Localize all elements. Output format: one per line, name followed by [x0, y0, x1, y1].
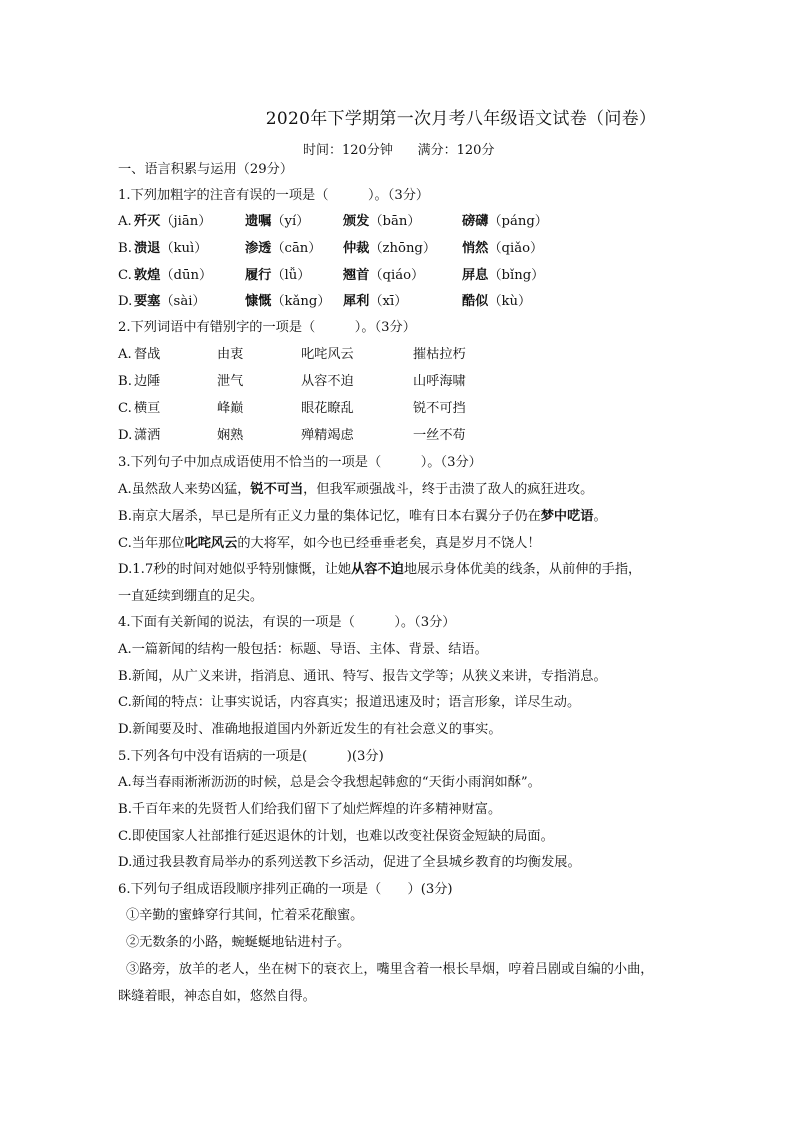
option-word: 潇洒 — [134, 428, 161, 443]
question-2-stem: 2.下列词语中有错别字的一项是（ ）。（3分） — [118, 320, 416, 335]
option-text: C.当年那位 — [118, 536, 185, 551]
option-item — [134, 213, 211, 231]
option-item — [343, 293, 407, 311]
option-word: 翘首 — [343, 268, 370, 283]
sentence-3-continued: 眯缝着眼，神态自如，悠然自得。 — [118, 989, 316, 1004]
option-word: 叱咤风云 — [301, 347, 354, 362]
question-3-option-d — [118, 561, 641, 579]
option-word: 颁发 — [343, 214, 370, 229]
exam-meta — [303, 139, 494, 158]
option-word: 溃退 — [134, 241, 161, 256]
option-word: 泄气 — [217, 374, 244, 389]
option-word: 遗嘱 — [245, 214, 272, 229]
option-item — [245, 240, 322, 258]
option-label: B. — [118, 374, 132, 389]
option-pinyin: （dūn） — [160, 268, 213, 283]
option-pinyin: （kù） — [488, 294, 532, 309]
option-label: A. — [118, 347, 132, 362]
option-item — [134, 240, 207, 258]
question-3-option-a — [118, 481, 593, 499]
option-word: 酷似 — [462, 294, 489, 309]
option-text: B.南京大屠杀，早已是所有正义力量的集体记忆，唯有日本右翼分子仍在 — [118, 509, 541, 524]
option-word: 仲裁 — [343, 241, 370, 256]
option-item — [134, 293, 206, 311]
option-pinyin: （páng） — [488, 214, 548, 229]
sentence-1: ①辛勤的蜜蜂穿行其间，忙着采花酿蜜。 — [126, 908, 364, 923]
option-pinyin: （cān） — [271, 241, 322, 256]
option-text: 地展示身体优美的线条，从前伸的手指， — [403, 562, 642, 577]
highlighted-idiom: 梦中呓语 — [540, 509, 594, 524]
option-item — [343, 267, 424, 285]
option-item — [245, 267, 310, 285]
option-word: 边陲 — [134, 374, 161, 389]
option-label: C. — [118, 401, 132, 416]
option-label: B. — [118, 241, 132, 256]
option-pinyin: （sài） — [160, 294, 206, 309]
option-pinyin: （lǚ） — [271, 268, 311, 283]
option-label: A. — [118, 214, 132, 229]
option-item — [343, 240, 436, 258]
option-item — [134, 267, 212, 285]
option-text: A.虽然敌人来势凶猛， — [118, 482, 251, 497]
option-item — [462, 213, 548, 231]
question-6-stem: 6.下列句子组成语段顺序排列正确的一项是（ ）(3分) — [118, 882, 453, 897]
option-word: 眼花瞭乱 — [301, 401, 354, 416]
option-word: 摧枯拉朽 — [413, 347, 466, 362]
page-title: 2020年下学期第一次月考八年级语文试卷（问卷） — [265, 109, 657, 129]
option-pinyin: （bǐng） — [488, 268, 545, 283]
question-1-stem: 1.下列加粗字的注音有误的一项是（ ）。（3分） — [118, 188, 430, 203]
option-word: 娴熟 — [217, 428, 244, 443]
option-word: 渗透 — [245, 241, 272, 256]
option-text: 的大将军，如今也已经垂垂老矣，真是岁月不饶人！ — [237, 536, 541, 551]
option-word: 履行 — [245, 268, 272, 283]
highlighted-idiom: 锐不可当 — [250, 482, 304, 497]
option-word: 从容不迫 — [301, 374, 354, 389]
option-pinyin: （qiáo） — [369, 268, 425, 283]
exam-score: 满分：120分 — [417, 143, 495, 158]
option-word: 横亘 — [134, 401, 161, 416]
option-item — [462, 240, 543, 258]
question-5-option-d: D.通过我县教育局举办的系列送教下乡活动，促进了全县城乡教育的均衡发展。 — [118, 855, 581, 870]
question-4-option-d: D.新闻要及时、准确地报道国内外新近发生的有社会意义的事实。 — [118, 722, 502, 737]
option-word: 殚精竭虑 — [301, 428, 354, 443]
option-word: 督战 — [134, 347, 161, 362]
option-word: 峰巅 — [217, 401, 244, 416]
question-4-option-a: A.一篇新闻的结构一般包括：标题、导语、主体、背景、结语。 — [118, 642, 488, 657]
option-text: ，但我军顽强战斗，终于击溃了敌人的疯狂进攻。 — [303, 482, 594, 497]
option-text: D.1.7秒的时间对她似乎特别慷慨，让她 — [118, 562, 352, 577]
question-4-option-b: B.新闻，从广义来讲，指消息、通讯、特写、报告文学等；从狭义来讲，专指消息。 — [118, 669, 607, 684]
highlighted-idiom: 从容不迫 — [351, 562, 404, 577]
option-word: 歼灭 — [134, 214, 161, 229]
question-3-option-c — [118, 535, 541, 553]
question-3-option-b — [118, 508, 607, 526]
option-pinyin: （bān） — [369, 214, 421, 229]
option-label: C. — [118, 268, 132, 283]
question-5-option-b: B.千百年来的先贤哲人们给我们留下了灿烂辉煌的许多精神财富。 — [118, 802, 502, 817]
option-word: 慷慨 — [245, 294, 272, 309]
option-pinyin: （qiǎo） — [488, 241, 544, 256]
question-4-option-c: C.新闻的特点：让事实说话，内容真实；报道迅速及时；语言形象，详尽生动。 — [118, 695, 581, 710]
option-pinyin: （xī） — [369, 294, 408, 309]
exam-time: 时间：120分钟 — [303, 143, 393, 158]
option-item — [343, 213, 421, 231]
option-pinyin: （kǎng） — [271, 294, 331, 309]
option-word: 磅礴 — [462, 214, 489, 229]
option-item — [462, 293, 531, 311]
option-word: 屏息 — [462, 268, 489, 283]
option-item — [245, 293, 331, 311]
question-4-stem: 4.下面有关新闻的说法，有误的一项是（ ）。（3分） — [118, 615, 456, 630]
option-item — [462, 267, 544, 285]
option-word: 山呼海啸 — [413, 374, 466, 389]
option-item — [245, 213, 309, 231]
option-pinyin: （kuì） — [160, 241, 208, 256]
sentence-3: ③路旁，放羊的老人，坐在树下的衰衣上，嘴里含着一根长旱烟，哼着吕剧或自编的小曲， — [126, 962, 654, 977]
option-word: 一丝不苟 — [413, 428, 466, 443]
question-5-option-c: C.即使国家人社部推行延迟退休的计划，也难以改变社保资金短缺的局面。 — [118, 829, 554, 844]
option-word: 锐不可挡 — [413, 401, 466, 416]
option-word: 由衷 — [217, 347, 244, 362]
option-label: D. — [118, 294, 133, 309]
option-word: 敦煌 — [134, 268, 161, 283]
option-pinyin: （jiān） — [160, 214, 212, 229]
option-word: 犀利 — [343, 294, 370, 309]
option-word: 要塞 — [134, 294, 161, 309]
question-5-option-a: A.每当春雨淅淅沥沥的时候，总是会令我想起韩愈的“天街小雨润如酥”。 — [118, 775, 541, 790]
section-heading: 一、语言积累与运用（29分） — [118, 162, 294, 177]
option-label: D. — [118, 428, 133, 443]
option-pinyin: （zhōng） — [369, 241, 437, 256]
option-pinyin: （yí） — [271, 214, 310, 229]
question-3-option-d-continued: 一直延续到绷直的足尖。 — [118, 589, 264, 604]
option-word: 悄然 — [462, 241, 489, 256]
sentence-2: ②无数条的小路，蜿蜒蜒地钻进村子。 — [126, 935, 351, 950]
highlighted-idiom: 叱咤风云 — [184, 536, 238, 551]
option-text: 。 — [593, 509, 607, 524]
question-3-stem: 3.下列句子中加点成语使用不恰当的一项是（ ）。（3分） — [118, 455, 482, 470]
question-5-stem: 5.下列各句中没有语病的一项是( )(3分) — [118, 749, 384, 764]
